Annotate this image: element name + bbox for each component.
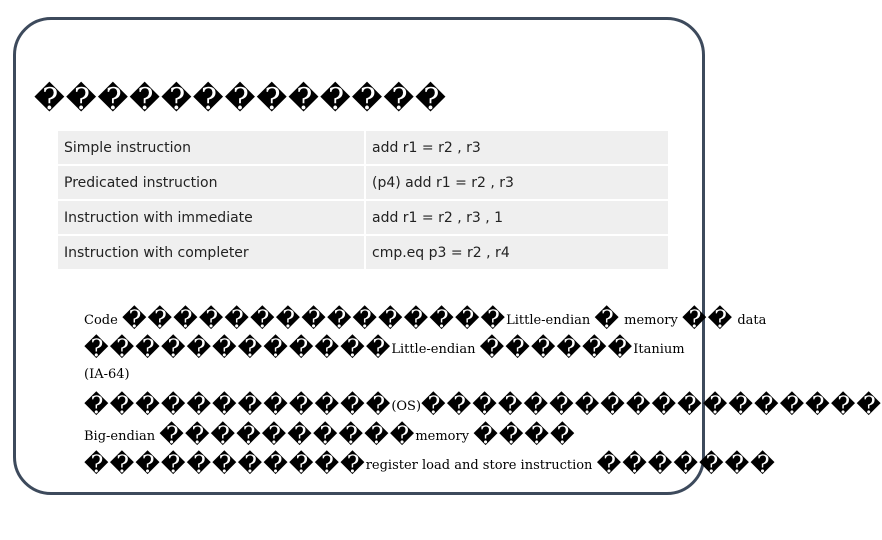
- text-run: data: [737, 313, 767, 328]
- body-line-6: [84, 450, 776, 478]
- text-run: ������: [479, 334, 634, 362]
- text-run: ������������������: [421, 391, 882, 419]
- body-line-2: [84, 334, 685, 362]
- slide-title: �������������: [34, 82, 447, 117]
- text-run: (IA-64): [84, 367, 130, 382]
- text-run: Little-endian: [391, 342, 476, 357]
- instruction-syntax: add r1 = r2 , r3: [365, 130, 669, 165]
- text-run: ������������: [84, 391, 392, 419]
- instruction-syntax: add r1 = r2 , r3 , 1: [365, 200, 669, 235]
- text-run: memory: [415, 429, 470, 444]
- instruction-table: [56, 129, 670, 271]
- text-run: ����������: [159, 421, 416, 449]
- table-row: [57, 130, 669, 165]
- instruction-syntax: cmp.eq p3 = r2 , r4: [365, 235, 669, 270]
- text-run: Little-endian: [506, 313, 591, 328]
- text-run: �����������: [84, 450, 366, 478]
- body-line-1: [84, 305, 766, 333]
- instruction-name: Predicated instruction: [57, 165, 365, 200]
- instruction-name: Instruction with immediate: [57, 200, 365, 235]
- instruction-name: Instruction with completer: [57, 235, 365, 270]
- text-run: �������: [596, 450, 776, 478]
- body-line-5: [84, 421, 576, 449]
- instruction-name: Simple instruction: [57, 130, 365, 165]
- text-run: �: [594, 305, 620, 333]
- table-row: [57, 165, 669, 200]
- table-row: [57, 235, 669, 270]
- text-run: ������������: [84, 334, 392, 362]
- body-line-3: [84, 367, 130, 382]
- text-run: memory: [624, 313, 678, 328]
- text-run: Code: [84, 313, 118, 328]
- body-line-4: [84, 391, 882, 419]
- text-run: ��: [682, 305, 734, 333]
- text-run: Big-endian: [84, 429, 156, 444]
- text-run: Itanium: [633, 342, 685, 357]
- text-run: register load and store instruction: [365, 458, 593, 473]
- table-row: [57, 200, 669, 235]
- text-run: (OS): [391, 399, 422, 414]
- instruction-syntax: (p4) add r1 = r2 , r3: [365, 165, 669, 200]
- text-run: ����: [473, 421, 576, 449]
- text-run: ���������������: [121, 305, 507, 333]
